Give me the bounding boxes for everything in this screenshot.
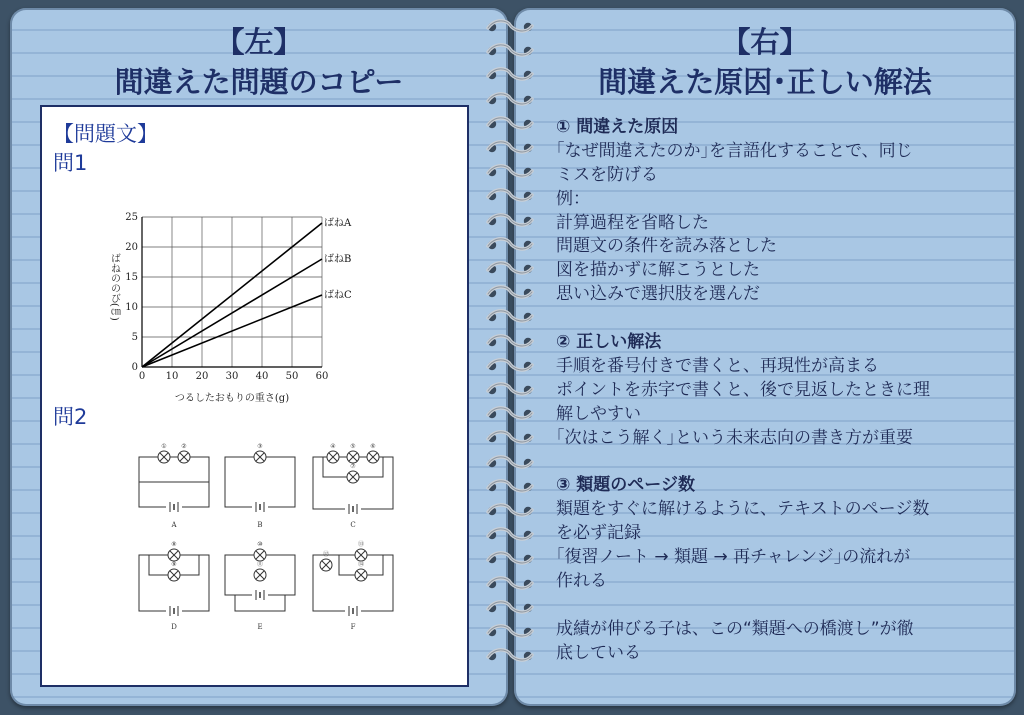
binder-ring [481,501,539,521]
bulb-number: ② [181,443,187,450]
text-line: 問題文の条件を読み落とした [556,236,777,257]
binder-ring [481,646,539,666]
binder-ring [481,259,539,279]
bulb-number: ⑧ [171,541,177,548]
text-line: ② 正しい解法 [556,332,662,353]
circuit-diagrams [127,435,402,665]
x-tick-label: 40 [255,371,269,382]
series-label: ばねA [324,218,352,229]
circuit-label: B [257,521,263,529]
binder-ring [481,138,539,158]
blank-line [556,594,996,618]
binder-ring [481,235,539,255]
binder-ring [481,404,539,424]
circuit-a [139,457,209,507]
text-line: 類題をすぐに解けるように、テキストのページ数 [556,499,930,520]
bulb-number: ⑪ [256,561,264,568]
x-tick-label: 60 [315,371,329,382]
circuit-label: E [257,623,263,631]
bulb-number: ⑥ [370,443,376,450]
x-axis-label: つるしたおもりの重さ(g) [174,393,290,404]
bulb-number: ⑭ [357,561,365,568]
binder-ring [481,332,539,352]
binder-ring [481,283,539,303]
bulb-number: ⑨ [171,561,177,568]
y-tick-label: 5 [131,332,138,343]
bulb-number: ① [161,443,167,450]
binder-ring [481,477,539,497]
left-bracket-title: 【左】 [215,25,303,59]
binder-ring [481,598,539,618]
y-tick-label: 15 [125,272,138,283]
chart-labels [109,212,352,404]
binder-ring [481,525,539,545]
bulb-number: ⑩ [257,541,263,548]
question-1-label: 問1 [53,151,88,175]
x-tick-label: 20 [195,371,209,382]
y-tick-label: 20 [125,242,138,253]
binder-ring [481,162,539,182]
text-line: を必ず記録 [556,523,641,544]
text-line: 計算過程を省略した [556,212,709,233]
text-line: ｢なぜ間違えたのか｣を言語化することで、同じ [556,140,913,161]
text-line: ③ 類題のページ数 [556,475,695,496]
bulb-number: ⑬ [357,541,365,548]
x-tick-label: 50 [285,371,299,382]
text-line: 解しやすい [556,403,641,424]
circuit-b [225,457,295,507]
text-line: 手順を番号付きで書くと、再現性が高まる [556,355,879,376]
right-notebook-page [514,8,1016,706]
bulb-number: ④ [330,443,336,450]
binder-ring [481,186,539,206]
x-tick-label: 30 [225,371,239,382]
bulb-number: ⑤ [350,443,356,450]
binder-ring [481,211,539,231]
y-tick-label: 0 [131,362,138,373]
text-line: 底している [556,642,641,663]
bulb-number: ⑦ [350,463,356,470]
blank-line [556,450,996,474]
y-tick-label: 25 [125,212,138,223]
binder-ring [481,90,539,110]
text-line: ① 間違えた原因 [556,117,679,137]
binder-ring [481,17,539,37]
y-tick-label: 10 [125,302,138,313]
right-bracket-title: 【右】 [721,25,809,59]
x-tick-label: 10 [165,371,179,382]
left-page-title: 間違えた問題のコピー [114,65,404,99]
circuit-label: D [171,623,177,631]
question-2-label: 問2 [53,405,88,429]
series-label: ばねB [324,254,352,265]
y-axis-label: ばねののび(㎝) [108,253,120,321]
binder-ring [481,622,539,642]
text-line: 作れる [556,570,607,591]
left-notebook-page [10,8,508,706]
circuit-label: A [171,521,177,529]
text-line: 成績が伸びる子は、この“類題への橋渡し”が徹 [556,618,914,639]
binder-ring [481,114,539,134]
binder-ring [481,380,539,400]
binder-ring [481,41,539,61]
binder-ring [481,549,539,569]
circuit-label: F [350,623,356,631]
text-line: ポイントを赤字で書くと、後で見返したときに理 [556,379,930,400]
text-line: ｢復習ノート → 類題 → 再チャレンジ｣の流れが [556,547,911,568]
series-label: ばねC [324,290,352,301]
circuit-label: C [350,521,356,529]
binder-ring [481,574,539,594]
blank-line [556,307,996,331]
right-page-title: 間違えた原因･正しい解法 [598,65,932,99]
text-line: 例： [556,188,590,209]
x-tick-label: 0 [138,371,146,382]
text-line: 図を描かずに解こうとした [556,260,760,281]
binder-ring [481,428,539,448]
explanation-text [556,116,996,665]
bulb-number: ③ [257,443,263,450]
problem-header: 【問題文】 [53,122,158,146]
binder-ring [481,307,539,327]
binder-ring [481,453,539,473]
text-line: ｢次はこう解く｣という未来志向の書き方が重要 [556,427,913,448]
bulb-number: ⑫ [322,551,330,558]
problem-copy-sheet [40,105,469,687]
binder-ring [481,356,539,376]
binder-ring [481,65,539,85]
text-line: ミスを防げる [556,164,658,185]
spring-extension-chart [102,185,392,404]
text-line: 思い込みで選択肢を選んだ [556,284,760,305]
